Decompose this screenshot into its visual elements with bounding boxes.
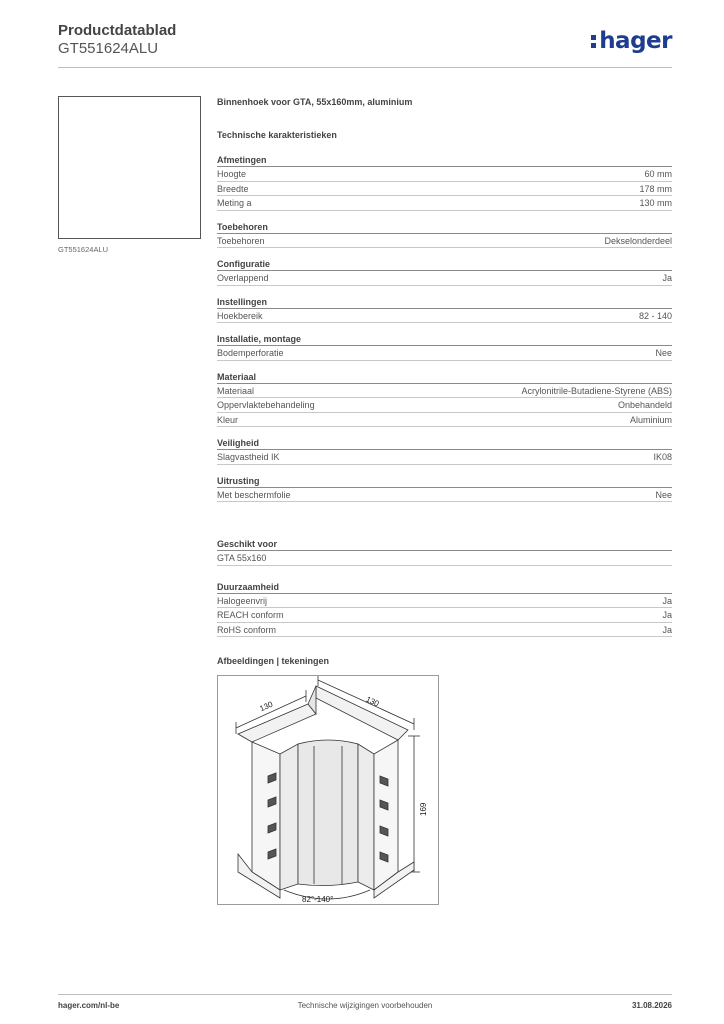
spec-value: Ja [662, 273, 672, 283]
spec-row [217, 450, 672, 465]
hager-logo [591, 28, 672, 54]
spec-value: Ja [662, 610, 672, 620]
spec-label: Materiaal [217, 385, 255, 396]
section-heading: Uitrusting [217, 475, 672, 488]
spec-value: Nee [655, 489, 672, 500]
spec-label: Toebehoren [217, 235, 265, 246]
logo-text: hager [599, 28, 672, 54]
spec-label: Halogeenvrij [217, 595, 268, 606]
spec-label: Slagvastheid IK [217, 452, 280, 462]
section-heading: Installatie, montage [217, 333, 672, 346]
figures-heading: Afbeeldingen | tekeningen [217, 656, 330, 666]
dimension-right-label: 130 [364, 694, 381, 709]
spec-content [217, 96, 672, 512]
spec-value: Onbehandeld [617, 400, 672, 410]
spec-label: Bodemperforatie [217, 348, 284, 358]
page-footer [58, 994, 672, 1018]
spec-section [217, 371, 672, 428]
spec-row [217, 271, 672, 286]
logo-colon-icon [591, 34, 597, 49]
spec-value: Dekselonderdeel [604, 235, 672, 246]
spec-section [217, 221, 672, 249]
inner-corner-drawing [218, 676, 440, 906]
spec-label: Hoogte [217, 169, 247, 179]
spec-row [217, 167, 672, 182]
page-header [58, 20, 672, 68]
section-heading: Duurzaamheid [217, 581, 672, 594]
spec-row [217, 413, 672, 428]
spec-value: Ja [662, 624, 672, 635]
spec-label: GTA 55x160 [217, 553, 267, 563]
spec-label: RoHS conform [217, 624, 277, 635]
spec-value: 178 mm [639, 183, 672, 194]
spec-row [217, 182, 672, 197]
spec-section [217, 258, 672, 286]
section-heading: Afmetingen [217, 154, 672, 167]
spec-section [217, 154, 672, 211]
spec-value: Aluminium [629, 414, 672, 425]
technical-drawing [217, 675, 439, 905]
spec-label: Met beschermfolie [217, 489, 291, 500]
spec-label: Overlappend [217, 273, 269, 283]
footer-website[interactable]: hager.com/nl-be [58, 1001, 120, 1010]
spec-label: Meting a [217, 198, 252, 208]
spec-value: 60 mm [644, 169, 672, 179]
spec-value: 130 mm [639, 198, 672, 208]
product-code: GT551624ALU [58, 40, 159, 57]
tech-heading: Technische karakteristieken [217, 130, 337, 140]
spec-section [217, 437, 672, 465]
spec-label: Hoekbereik [217, 310, 263, 321]
product-description: Binnenhoek voor GTA, 55x160mm, aluminium [217, 97, 413, 107]
spec-section [217, 475, 672, 503]
spec-label: Oppervlaktebehandeling [217, 400, 315, 410]
section-suitable-for [217, 538, 672, 566]
spec-row [217, 551, 672, 566]
spec-value: 82 - 140 [638, 310, 672, 321]
spec-sections [217, 154, 672, 502]
section-heading: Configuratie [217, 258, 672, 271]
spec-label: Kleur [217, 414, 239, 425]
product-image-placeholder [58, 96, 201, 239]
dimension-height-label: 169 [419, 802, 428, 816]
section-heading: Instellingen [217, 296, 672, 309]
angle-range-label: 82°-140° [302, 895, 334, 904]
section-heading: Materiaal [217, 371, 672, 384]
section-heading: Toebehoren [217, 221, 672, 234]
spec-row [217, 608, 672, 623]
spec-section [217, 333, 672, 361]
spec-row [217, 234, 672, 249]
spec-row [217, 594, 672, 609]
spec-row [217, 346, 672, 361]
spec-row [217, 309, 672, 324]
spec-label: REACH conform [217, 610, 284, 620]
image-caption: GT551624ALU [58, 245, 109, 254]
document-title: Productdatablad [58, 22, 177, 39]
spec-value: Acrylonitrile-Butadiene-Styrene (ABS) [521, 385, 672, 396]
spec-row [217, 488, 672, 503]
section-sustainability [217, 581, 672, 638]
spec-row [217, 196, 672, 211]
spec-value: IK08 [653, 452, 672, 462]
spec-row [217, 398, 672, 413]
extra-sections [217, 538, 672, 652]
spec-value: Nee [655, 348, 672, 358]
dimension-left-label: 130 [258, 699, 275, 714]
spec-row [217, 623, 672, 638]
section-heading: Geschikt voor [217, 538, 672, 551]
spec-label: Breedte [217, 183, 249, 194]
spec-row [217, 384, 672, 399]
section-heading: Veiligheid [217, 437, 672, 450]
footer-date: 31.08.2026 [631, 1001, 672, 1010]
footer-notice: Technische wijzigingen voorbehouden [297, 1001, 433, 1010]
spec-value: Ja [662, 595, 672, 606]
spec-section [217, 296, 672, 324]
